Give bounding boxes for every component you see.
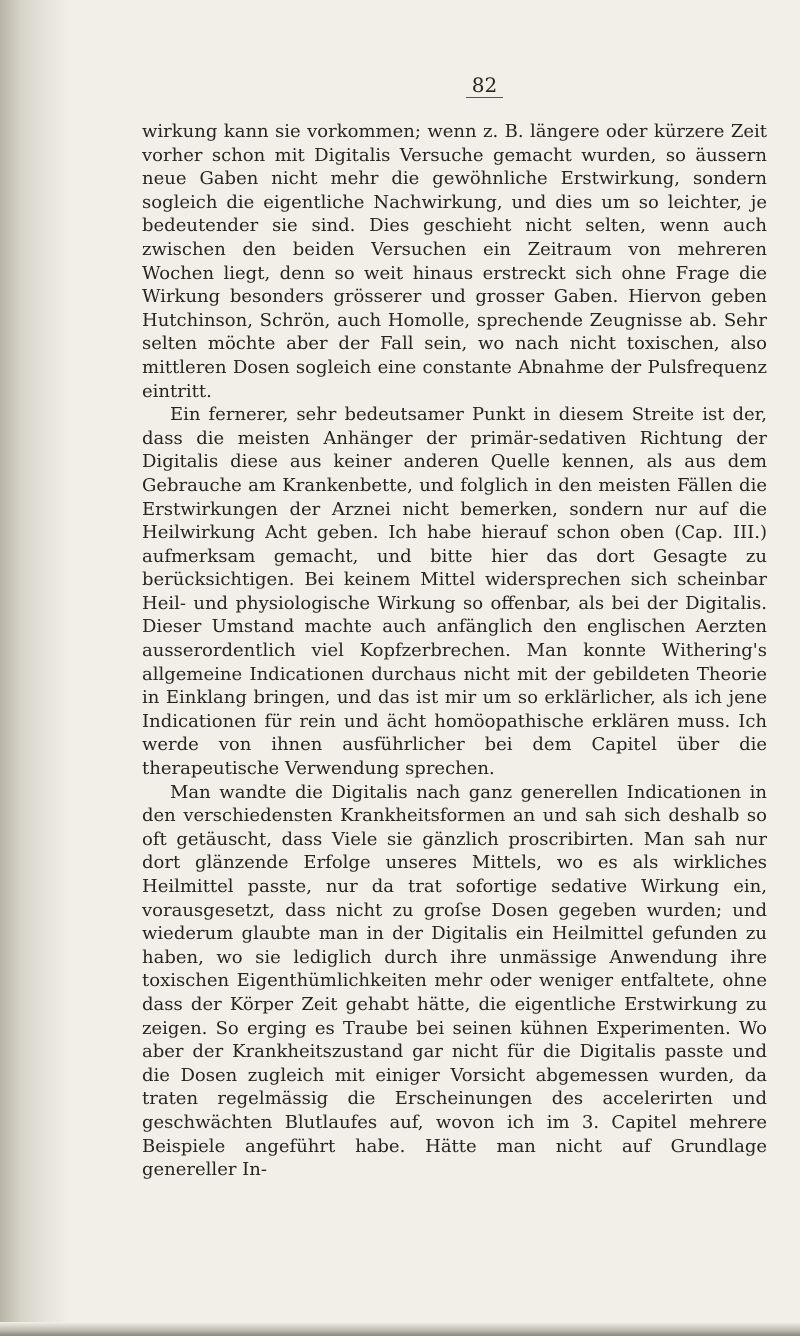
paragraph-1: wirkung kann sie vorkommen; wenn z. B. längere oder kürzere Zeit vorher schon mit Digitalis Versuche gemacht wurden, so äussern neue Gaben nicht mehr die gewöhnliche Erstwirkung, sondern sogleich die eigentliche Nachwirkung, und dies um so leichter, je bedeutender sie sind. Dies geschieht nicht selten, wenn auch zwischen den beiden Versuchen ein Zeitraum von mehreren Wochen liegt, denn so weit hinaus erstreckt sich ohne Frage die Wirkung besonders grösserer und grosser Gaben. Hiervon geben Hutchinson, Schrön, auch Homolle, sprechende Zeugnisse ab. Sehr selten möchte aber der Fall sein, wo nach nicht toxischen, also mittleren Dosen sogleich eine constante Abnahme der Pulsfrequenz eintritt. xyxy=(142,121,767,402)
page-number-text: 82 xyxy=(466,73,503,98)
page-number xyxy=(202,72,767,98)
page-bottom-edge xyxy=(0,1322,800,1336)
book-page xyxy=(142,72,767,1182)
book-binding-shadow xyxy=(0,0,70,1336)
paragraph-3: Man wandte die Digitalis nach ganz generellen Indicationen in den verschiedensten Krankheitsformen an und sah sich deshalb so oft getäuscht, dass Viele sie gänzlich proscribirten. Man sah nur dort glänzende Erfolge unseres Mittels, wo es als wirkliches Heilmittel passte, nur da trat sofortige sedative Wirkung ein, vorausgesetzt, dass nicht zu groſse Dosen gegeben wurden; und wiederum glaubte man in der Digitalis ein Heilmittel gefunden zu haben, wo sie lediglich durch ihre unmässige Anwendung ihre toxischen Eigenthümlichkeiten mehr oder weniger entfaltete, ohne dass der Körper Zeit gehabt hätte, die eigentliche Erstwirkung zu zeigen. So erging es Traube bei seinen kühnen Experimenten. Wo aber der Krankheitszustand gar nicht für die Digitalis passte und die Dosen zugleich mit einiger Vorsicht abgemessen wurden, da traten regelmässig die Erscheinungen des accelerirten und geschwächten Blutlaufes auf, wovon ich im 3. Capitel mehrere Beispiele angeführt habe. Hätte man nicht auf Grundlage genereller In- xyxy=(142,781,767,1181)
body-text xyxy=(142,120,767,1182)
paragraph-2: Ein fernerer, sehr bedeutsamer Punkt in diesem Streite ist der, dass die meisten Anhänger der primär-sedativen Richtung der Digitalis diese aus keiner anderen Quelle kennen, als aus dem Gebrauche am Krankenbette, und folglich in den meisten Fällen die Erstwirkungen der Arznei nicht bemerken, sondern nur auf die Heilwirkung Acht geben. Ich habe hierauf schon oben (Cap. III.) aufmerksam gemacht, und bitte hier das dort Gesagte zu berücksichtigen. Bei keinem Mittel widersprechen sich scheinbar Heil- und physiologische Wirkung so offenbar, als bei der Digitalis. Dieser Umstand machte auch anfänglich den englischen Aerzten ausserordentlich viel Kopfzerbrechen. Man konnte Withering's allgemeine Indicationen durchaus nicht mit der gebildeten Theorie in Einklang bringen, und das ist mir um so erklärlicher, als ich jene Indicationen für rein und ächt homöopathische erklären muss. Ich werde von ihnen ausführlicher bei dem Capitel über die therapeutische Verwendung sprechen. xyxy=(142,404,767,780)
